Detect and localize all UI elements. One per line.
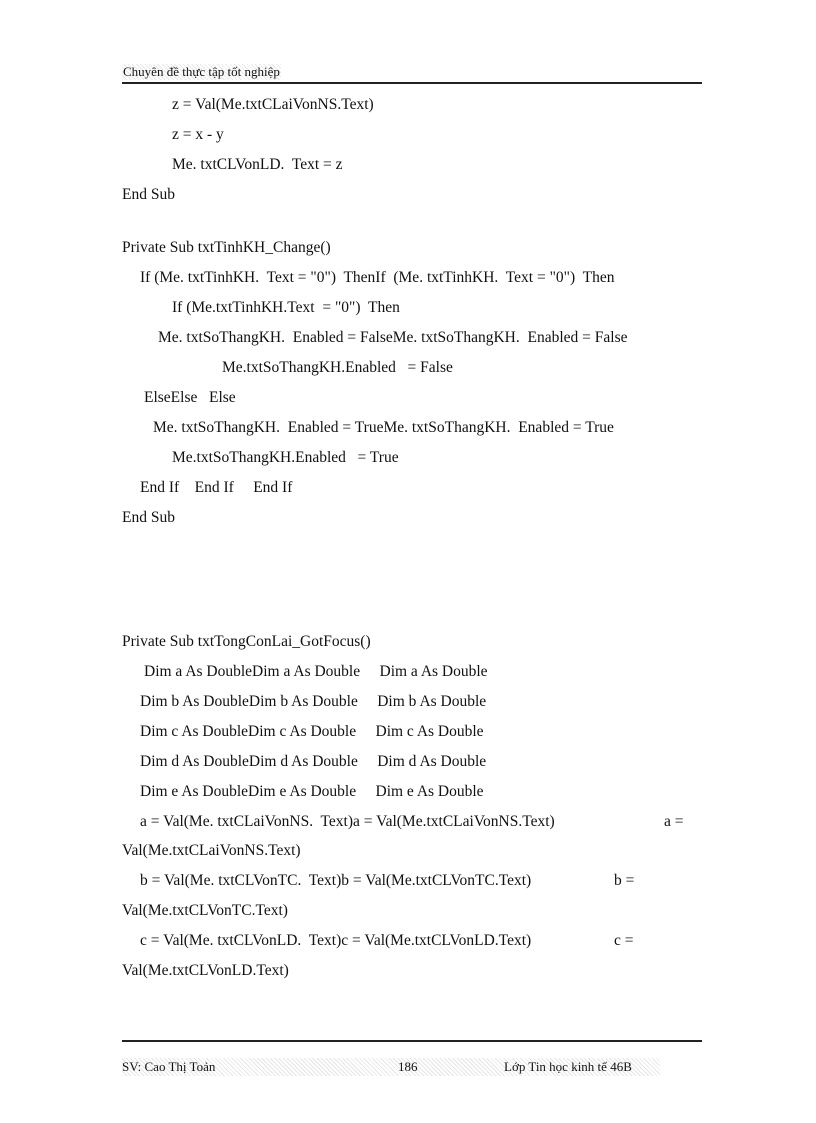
code-line: Dim b As DoubleDim b As Double Dim b As Double <box>140 693 487 710</box>
code-line: a = <box>664 813 684 830</box>
header-rule <box>122 82 702 84</box>
code-line: b = Val(Me. txtCLVonTC. Text)b = Val(Me.txtCLVonTC.Text) <box>140 872 532 889</box>
code-line: c = <box>614 932 634 949</box>
code-line: End If End If End If <box>140 479 293 496</box>
code-line: Dim d As DoubleDim d As Double Dim d As Double <box>140 753 487 770</box>
code-line: Val(Me.txtCLaiVonNS.Text) <box>122 842 301 859</box>
code-line: Dim a As DoubleDim a As Double Dim a As Double <box>144 663 488 680</box>
code-line: End Sub <box>122 509 175 526</box>
code-line: ElseElse Else <box>144 389 236 406</box>
code-line: Private Sub txtTongConLai_GotFocus() <box>122 633 371 650</box>
code-line: Me. txtSoThangKH. Enabled = FalseMe. txtSoThangKH. Enabled = False <box>158 329 628 346</box>
code-line: z = x - y <box>172 126 224 143</box>
code-line: a = Val(Me. txtCLaiVonNS. Text)a = Val(Me.txtCLaiVonNS.Text) <box>140 813 555 830</box>
code-line: Private Sub txtTinhKH_Change() <box>122 239 331 256</box>
code-line: Dim c As DoubleDim c As Double Dim c As Double <box>140 723 484 740</box>
page-footer <box>122 1058 660 1076</box>
code-line: If (Me.txtTinhKH.Text = "0") Then <box>172 299 400 316</box>
page-header-title: Chuyên đề thực tập tốt nghiệp <box>123 64 280 79</box>
code-line: b = <box>614 872 635 889</box>
footer-author: SV: Cao Thị Toản <box>122 1059 216 1074</box>
code-line: Dim e As DoubleDim e As Double Dim e As Double <box>140 783 484 800</box>
code-line: Me.txtSoThangKH.Enabled = False <box>222 359 453 376</box>
code-line: End Sub <box>122 186 175 203</box>
footer-class: Lớp Tin học kinh tế 46B <box>504 1059 632 1074</box>
page-number: 186 <box>398 1059 418 1074</box>
code-line: Me.txtSoThangKH.Enabled = True <box>172 449 399 466</box>
footer-rule <box>122 1040 702 1042</box>
code-line: Val(Me.txtCLVonLD.Text) <box>122 962 289 979</box>
code-line: If (Me. txtTinhKH. Text = "0") ThenIf (Me. txtTinhKH. Text = "0") Then <box>140 269 615 286</box>
code-line: Me. txtSoThangKH. Enabled = TrueMe. txtSoThangKH. Enabled = True <box>153 419 614 436</box>
code-line: Me. txtCLVonLD. Text = z <box>172 156 343 173</box>
code-line: Val(Me.txtCLVonTC.Text) <box>122 902 288 919</box>
code-line: z = Val(Me.txtCLaiVonNS.Text) <box>172 96 374 113</box>
code-line: c = Val(Me. txtCLVonLD. Text)c = Val(Me.txtCLVonLD.Text) <box>140 932 532 949</box>
